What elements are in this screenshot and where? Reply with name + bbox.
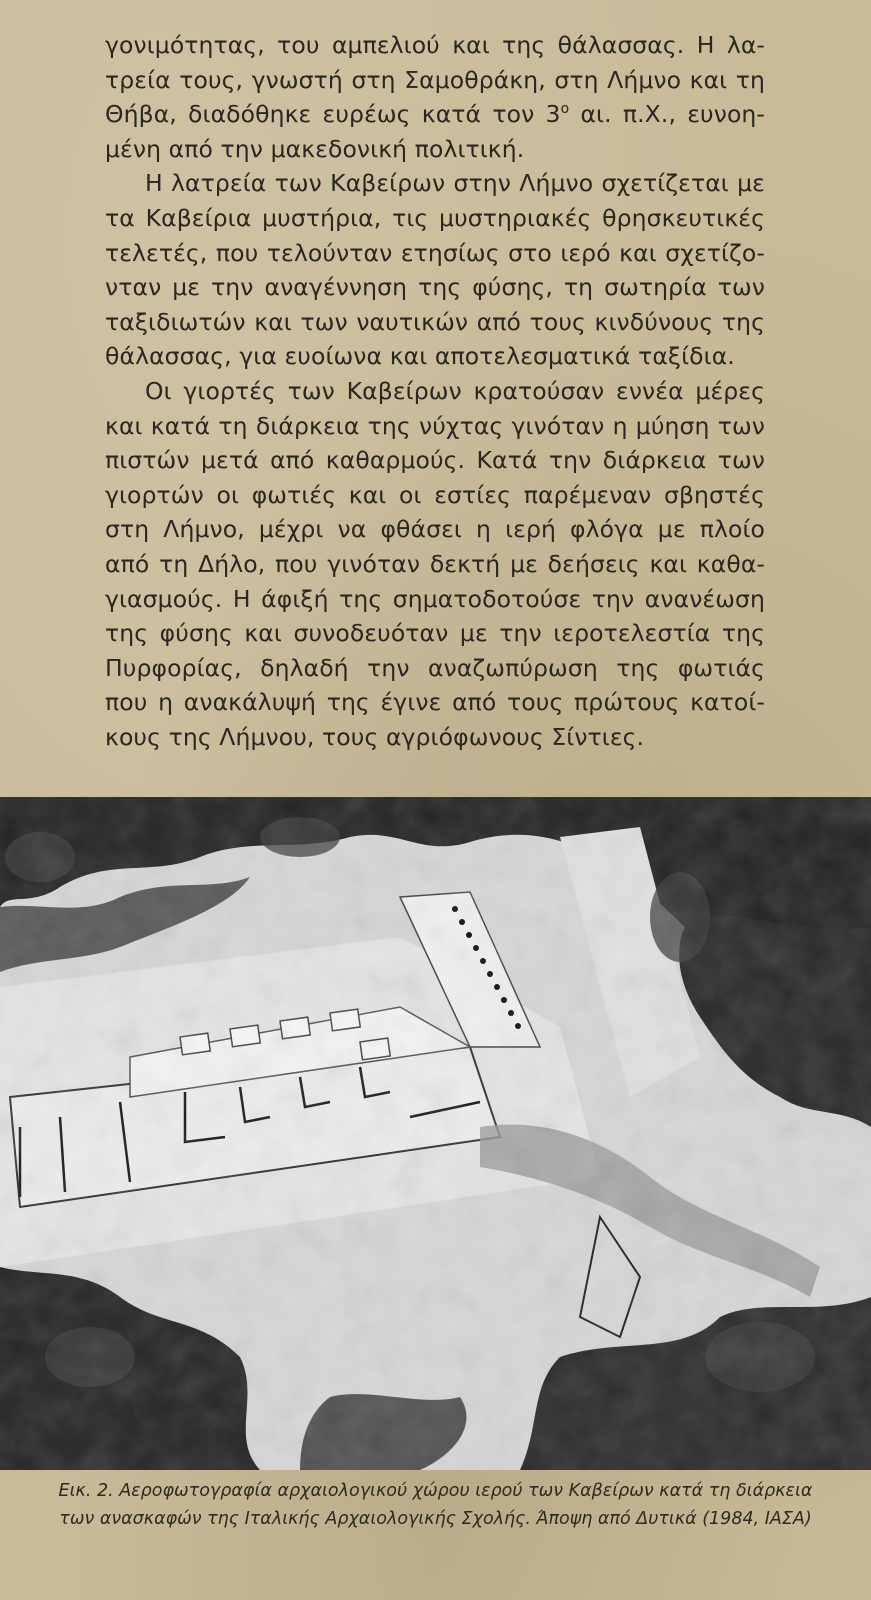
text-line: στη Λήμνο, μέχρι να φθάσει η ιερή φλόγα με πλοίο (105, 515, 765, 544)
text-line: κους της Λήμνου, τους αγριόφωνους Σίντιες. (105, 722, 645, 751)
text-line: γιασμούς. Η άφιξή της σηματοδοτούσε την ανανέωση (105, 584, 765, 613)
text-line: τελετές, που τελούνταν ετησίως στο ιερό και σχετίζο- (105, 238, 765, 267)
text-line: τρεία τους, γνωστή στη Σαμοθράκη, στη Λήμνο και τη (105, 65, 765, 94)
body-text (105, 28, 765, 754)
text-line: που η ανακάλυψή της έγινε από τους πρώτους κατοί- (105, 688, 765, 717)
photo-texture (0, 797, 871, 1470)
text-line: τα Καβείρια μυστήρια, τις μυστηριακές θρησκευτικές (105, 203, 765, 232)
superscript: ο (560, 101, 570, 118)
text-line: πιστών μετά από καθαρμούς. Κατά την διάρκεια των (105, 446, 765, 475)
text-line: θάλασσας, για ευοίωνα και αποτελεσματικά ταξίδια. (105, 342, 735, 371)
text-line: Η λατρεία των Καβείρων στην Λήμνο σχετίζεται με (145, 169, 765, 198)
text-line: νταν με την αναγέννηση της φύσης, τη σωτηρία των (105, 273, 765, 302)
figure-caption-line-2: των ανασκαφών της Ιταλικής Αρχαιολογικής Σχολής. Άποψη από Δυτικά (1984, ΙΑΣΑ) (59, 1509, 812, 1529)
text-line: από τη Δήλο, που γινόταν δεκτή με δεήσεις και καθα- (105, 549, 765, 578)
text-fragment: αι. π.Χ., ευνοη- (569, 100, 766, 129)
text-line: της φύσης και συνοδευόταν με την ιεροτελεστία της (105, 619, 765, 648)
text-line: Πυρφορίας, δηλαδή την αναζωπύρωση της φωτιάς (105, 653, 765, 682)
text-line: ταξιδιωτών και των ναυτικών από τους κινδύνους της (105, 307, 765, 336)
figure-caption-line-1: Εικ. 2. Αεροφωτογραφία αρχαιολογικού χώρου ιερού των Καβείρων κατά τη διάρκεια (58, 1481, 813, 1501)
aerial-photo-illustration (0, 797, 871, 1470)
text-line: και κατά τη διάρκεια της νύχτας γινόταν η μύηση των (105, 411, 765, 440)
text-line (105, 97, 765, 132)
aerial-photograph (0, 797, 871, 1470)
text-line: μένη από την μακεδονική πολιτική. (105, 134, 525, 163)
text-line: Οι γιορτές των Καβείρων κρατούσαν εννέα μέρες (145, 376, 765, 405)
text-line: γιορτών οι φωτιές και οι εστίες παρέμεναν σβηστές (105, 480, 765, 509)
text-fragment: Θήβα, διαδόθηκε ευρέως κατά τον 3 (105, 100, 561, 129)
text-line: γονιμότητας, του αμπελιού και της θάλασσας. Η λα- (105, 31, 765, 59)
